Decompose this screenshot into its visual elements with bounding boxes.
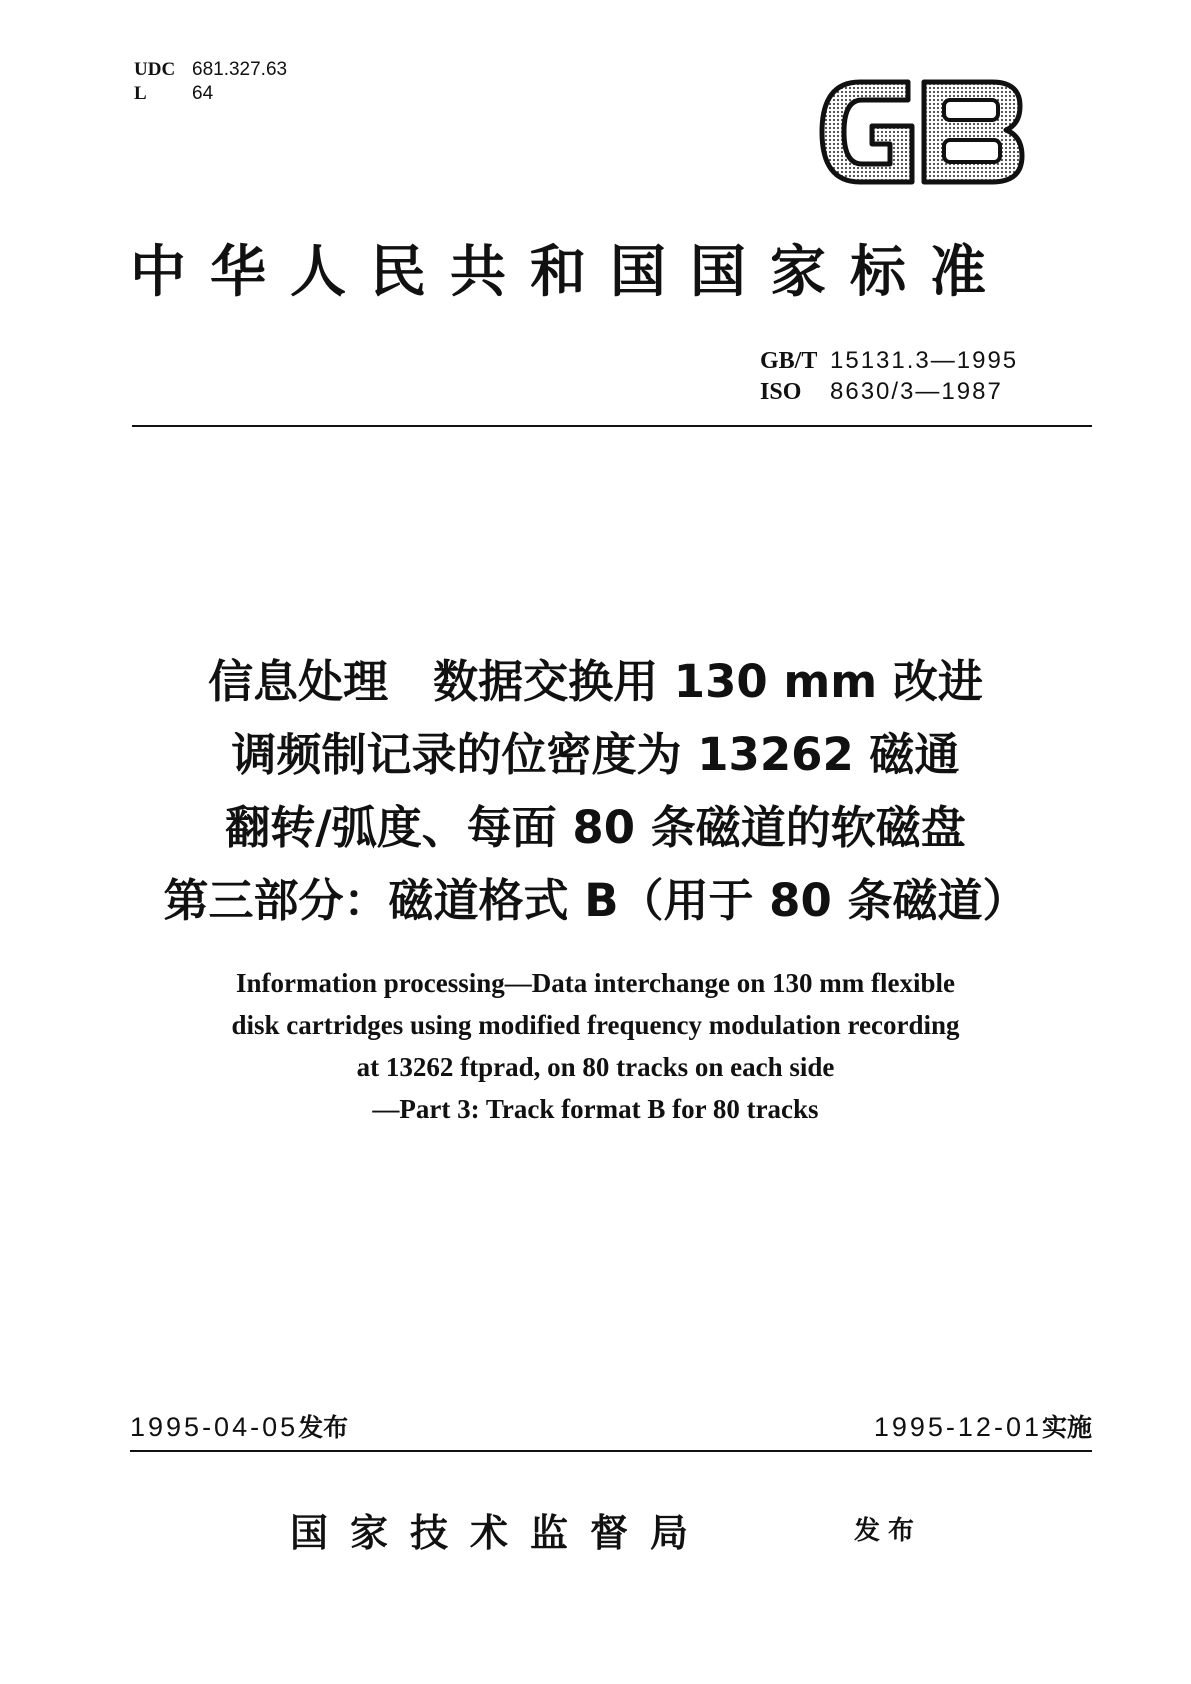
iso-label: ISO: [760, 379, 802, 405]
issue-date: [130, 1408, 348, 1444]
l-line: [134, 82, 287, 106]
gb-value: 15131.3—1995: [830, 347, 1019, 374]
gb-letter-g: [822, 82, 912, 182]
classification-codes: [134, 58, 287, 106]
gb-standard-logo: [816, 74, 1028, 190]
effective-date-value: 1995-12-01: [873, 1412, 1042, 1442]
header-divider: [132, 425, 1092, 427]
gb-number-line: [760, 345, 1018, 376]
issuer-name: 国家技术监督局: [290, 1510, 711, 1555]
english-title-line: at 13262 ftprad, on 80 tracks on each side: [356, 1052, 835, 1082]
iso-value: 8630/3—1987: [830, 378, 1003, 405]
english-title: [0, 962, 1191, 1130]
gb-letter-b: [924, 82, 1022, 182]
chinese-title-line: 第三部分：磁道格式 B（用于 80 条磁道）: [163, 874, 1028, 927]
udc-label: UDC: [134, 59, 176, 80]
chinese-title-line: 翻转/弧度、每面 80 条磁道的软磁盘: [225, 801, 966, 854]
chinese-title-line: 调频制记录的位密度为 13262 磁通: [231, 728, 960, 781]
effective-date: [874, 1408, 1092, 1444]
national-standard-title: 中华人民共和国国家标准: [130, 239, 1010, 305]
l-label: L: [134, 83, 147, 104]
standard-numbers: [760, 345, 1018, 407]
udc-value: 681.327.63: [192, 59, 288, 80]
l-value: 64: [192, 83, 214, 104]
issue-date-label: 发布: [298, 1413, 349, 1442]
english-title-line: Information processing—Data interchange on 130 mm flexible: [236, 968, 955, 998]
issue-date-value: 1995-04-05: [130, 1412, 299, 1442]
english-title-line: —Part 3: Track format B for 80 tracks: [372, 1094, 819, 1124]
footer-divider: [130, 1450, 1092, 1452]
gb-label: GB/T: [760, 348, 818, 374]
english-title-line: disk cartridges using modified frequency modulation recording: [231, 1010, 960, 1040]
iso-number-line: [760, 376, 1018, 407]
dates-row: [130, 1408, 1092, 1448]
chinese-title: [0, 645, 1191, 937]
chinese-title-line: 信息处理 数据交换用 130 mm 改进: [208, 655, 983, 708]
issuer-action: 发布: [854, 1516, 923, 1546]
effective-date-label: 实施: [1041, 1413, 1092, 1442]
udc-line: [134, 58, 287, 82]
